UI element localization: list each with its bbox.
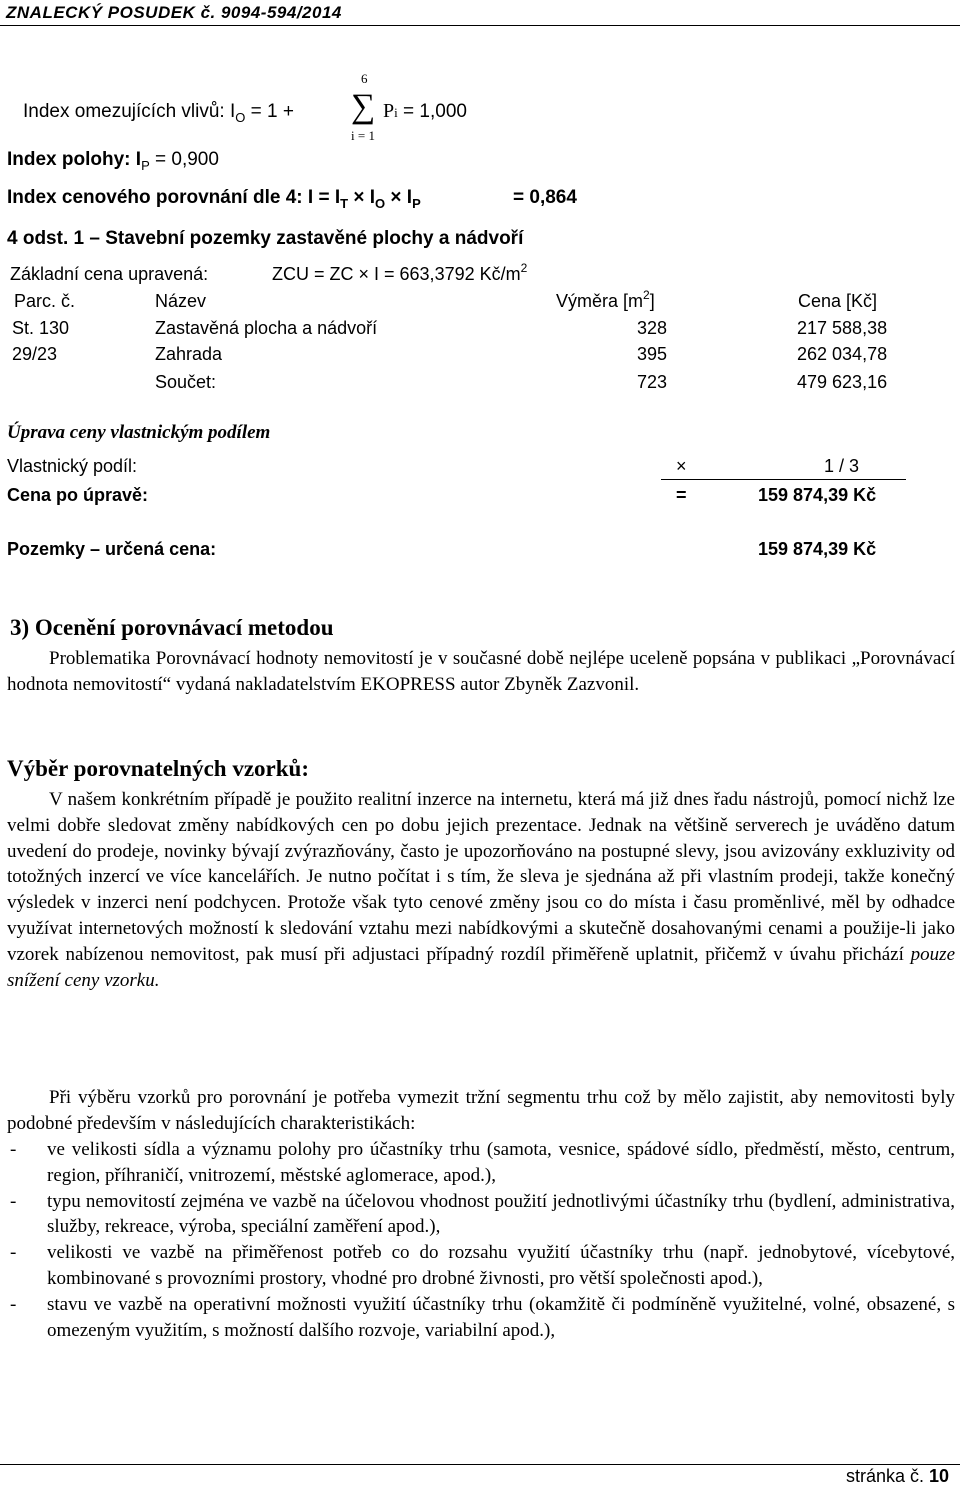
sum-upper-limit: 6	[361, 71, 368, 86]
table-cell-name: Zahrada	[155, 344, 223, 364]
price-after-operator: =	[676, 485, 687, 505]
formula-result: = 0,864	[513, 187, 577, 208]
page-number	[846, 1466, 949, 1487]
table-cell-price: 217 588,38	[797, 318, 888, 338]
list-dash: -	[10, 1293, 17, 1315]
subscript: P	[412, 196, 421, 211]
criteria-list	[7, 1137, 955, 1343]
list-dash: -	[10, 1242, 17, 1264]
base-price-label: Základní cena upravená:	[10, 264, 209, 284]
table-total-price: 479 623,16	[797, 372, 888, 392]
subscript: O	[375, 196, 386, 211]
list-dash: -	[10, 1190, 17, 1212]
formula-result: = 1,000	[397, 101, 467, 122]
land-final-value: 159 874,39 Kč	[758, 539, 877, 559]
sigma-symbol: ∑	[351, 88, 376, 125]
table-cell-area: 395	[637, 344, 668, 364]
table-cell-parcel: 29/23	[12, 344, 58, 364]
list-item-text: velikosti ve vazbě na přiměřenost potřeb co do rozsahu využití účastníky trhu (např. jednobytové, vícebytové, kombinované s provozními prostory, vhodné pro drobné živnosti, pro větší společnosti apod.),	[47, 1242, 955, 1289]
table-cell-price: 262 034,78	[797, 344, 888, 364]
list-item-text: ve velikosti sídla a významu polohy pro účastníky trhu (samota, vesnice, spádové sídlo, předměstí, město, centrum, region, příhraničí, vnitrozemí, městské aglomerace, apod.),	[47, 1139, 955, 1186]
paragraph-text: V našem konkrétním případě je použito realitní inzerce na internetu, která má již dnes řadu nástrojů, pomocí nichž lze velmi dobře sledovat změny nabídkových cen po dobu jejich prezentace. Jednak na většině serverech je uváděno datum uvedení do prodeje, novinky bývají zvýrazňovány, často je upozorňováno na postupné slevy, jsou avizovány exkluzivity od totožných inzercí ve více kancelářích. Je nutno počítat i s tím, že sleva je sjednána až při vlastním prodeji, takže konečný výsledek v inzerci není podchycen. Protože však tyto cenové změny jsou co do místa i času proměnlivé, měl by odhadce využívat internetových možností k sledování vztahu mezi nabídkovými a skutečně dosahovanými cenami a použije-li jako vzorek nabízenou nemovitost, pak musí při adjustaci případný rozdíl přiměřeně uplatnit, přičemž v úvahu přichází	[7, 789, 955, 965]
ownership-share-operator: ×	[676, 456, 687, 476]
formula-label: Index omezujících vlivů: I	[23, 101, 236, 122]
paragraph-text: Při výběru vzorků pro porovnání je potřeba vymezit tržní segmentu trhu což by mělo zajistit, aby nemovitosti byly podobné především v následujících charakteristikách:	[7, 1087, 955, 1134]
superscript: 2	[643, 288, 650, 302]
subscript: P	[141, 158, 150, 173]
sum-rule	[661, 479, 906, 480]
superscript: 2	[520, 261, 528, 275]
sum-lower-limit: i = 1	[351, 128, 375, 143]
list-dash: -	[10, 1139, 17, 1160]
list-item	[7, 1240, 955, 1292]
paragraph-text: Problematika Porovnávací hodnoty nemovitostí je v současné době nejlépe uceleně popsána v publikaci „Porovnávací hodnota nemovitostí“ vydaná nakladatelstvím EKOPRESS autor Zbyněk Zazvonil.	[7, 648, 955, 695]
formula-operator: × I	[385, 187, 413, 208]
table-total-area: 723	[637, 372, 668, 392]
col-header-area-end: ]	[649, 291, 655, 311]
page-number-label: stránka č.	[846, 1466, 930, 1486]
formula-operator: = 1 +	[245, 101, 294, 122]
table-cell-parcel: St. 130	[12, 318, 70, 338]
document-header: ZNALECKÝ POSUDEK č. 9094-594/2014	[6, 3, 342, 22]
table-cell-area: 328	[637, 318, 668, 338]
list-item	[7, 1292, 955, 1344]
subscript: T	[340, 196, 349, 211]
price-after-value: 159 874,39 Kč	[758, 485, 877, 505]
formula-omezujici-vlivy	[23, 101, 294, 123]
criteria-intro-paragraph	[7, 1085, 955, 1137]
base-price-formula: ZCU = ZC × I = 663,3792 Kč/m	[272, 264, 521, 284]
list-item	[7, 1137, 955, 1189]
subsection-heading: Výběr porovnatelných vzorků:	[7, 756, 309, 781]
section-heading: 3) Ocenění porovnávací metodou	[10, 615, 334, 640]
list-item	[7, 1189, 955, 1241]
subscript: O	[235, 110, 246, 125]
ownership-share-value: 1 / 3	[824, 456, 860, 476]
ownership-share-label: Vlastnický podíl:	[7, 456, 138, 476]
formula-operator: × I	[348, 187, 375, 208]
list-item-text: stavu ve vazbě na operativní možnosti využití účastníky trhu (okamžitě či podmíněně využitelné, volné, obsazené, s omezeným využitím, s možností dalšího rozvoje, variabilní apod.),	[47, 1293, 955, 1341]
base-price-value	[272, 261, 528, 285]
col-header-area-text: Výměra [m	[556, 291, 644, 311]
formula-index-polohy	[7, 149, 219, 171]
price-after-label: Cena po úpravě:	[7, 485, 149, 505]
section-paragraph	[7, 646, 955, 698]
paragraph-italic: pouze snížení ceny vzorku.	[7, 943, 955, 991]
sum-term-p: P	[383, 100, 395, 122]
ownership-title: Úprava ceny vlastnickým podílem	[7, 422, 271, 443]
samples-paragraph	[7, 787, 955, 993]
section-title: 4 odst. 1 – Stavební pozemky zastavěné plochy a nádvoří	[7, 228, 524, 249]
sum-term-sub: i	[394, 105, 398, 120]
sum-term	[383, 100, 467, 123]
col-header-name: Název	[155, 291, 207, 311]
formula-result: = 0,900	[149, 149, 219, 170]
col-header-price: Cena [Kč]	[798, 291, 878, 311]
table-total-label: Součet:	[155, 372, 217, 392]
formula-index-porovnani	[7, 187, 421, 209]
formula-label: Index cenového porovnání dle 4: I = I	[7, 187, 341, 208]
header-divider	[0, 25, 960, 26]
col-header-area	[556, 288, 655, 312]
page-number-value: 10	[929, 1466, 950, 1486]
table-cell-name: Zastavěná plocha a nádvoří	[155, 318, 378, 338]
col-header-parcel: Parc. č.	[14, 291, 76, 311]
list-item-text: typu nemovitostí zejména ve vazbě na účelovou vhodnost použití jednotlivými účastníky trhu (bydlení, administrativa, služby, rekreace, výroba, speciální zaměření apod.),	[47, 1190, 955, 1238]
land-final-label: Pozemky – určená cena:	[7, 539, 217, 559]
footer-divider	[0, 1464, 960, 1465]
formula-label: Index polohy: I	[7, 149, 142, 170]
